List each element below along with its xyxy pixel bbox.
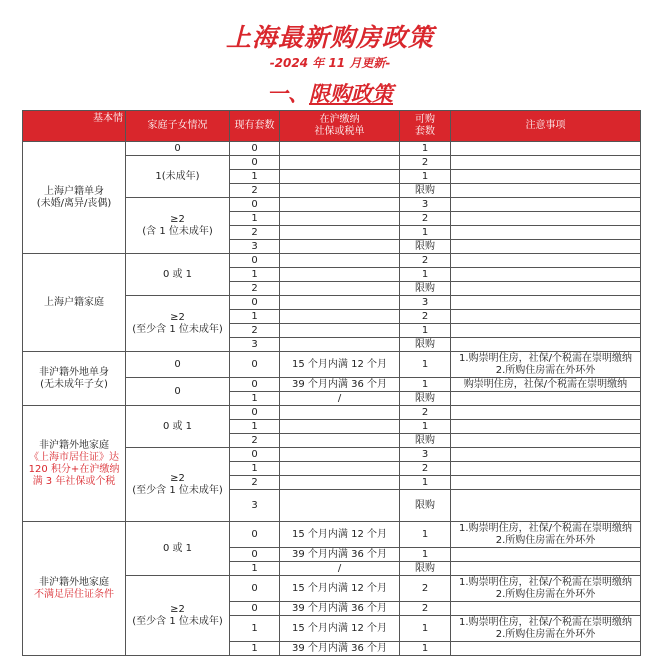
owned-cell: 1 [230,268,280,282]
canbuy-cell: 1 [400,642,451,656]
canbuy-cell: 1 [400,142,451,156]
social-cell [280,406,400,420]
canbuy-cell: 2 [400,310,451,324]
canbuy-cell: 1 [400,170,451,184]
notes-cell [451,240,641,254]
canbuy-cell: 3 [400,198,451,212]
canbuy-cell: 2 [400,156,451,170]
social-cell [280,462,400,476]
social-cell [280,338,400,352]
group-sh-single: 上海户籍单身 (未婚/离异/丧偶) [23,142,126,254]
owned-cell: 3 [230,490,280,522]
owned-cell: 2 [230,184,280,198]
notes-cell: 1.购崇明住房，社保/个税需在崇明缴纳 2.所购住房需在外环外 [451,352,641,378]
header-social: 在沪缴纳 社保或税单 [280,111,400,142]
owned-cell: 3 [230,338,280,352]
notes-cell [451,184,641,198]
canbuy-cell: 1 [400,522,451,548]
social-cell [280,310,400,324]
social-cell [280,268,400,282]
children-cell: ≥2 (至少含 1 位未成年) [126,296,230,352]
notes-cell [451,324,641,338]
notes-cell: 1.购崇明住房，社保/个税需在崇明缴纳 2.所购住房需在外环外 [451,522,641,548]
canbuy-cell: 2 [400,576,451,602]
canbuy-cell: 限购 [400,184,451,198]
owned-cell: 0 [230,198,280,212]
notes-cell [451,462,641,476]
owned-cell: 2 [230,226,280,240]
owned-cell: 1 [230,420,280,434]
owned-cell: 0 [230,142,280,156]
notes-cell: 1.购崇明住房，社保/个税需在崇明缴纳 2.所购住房需在外环外 [451,576,641,602]
social-cell [280,226,400,240]
group-nonsh-family-residence: 非沪籍外地家庭 《上海市居住证》达 120 积分+在沪缴纳 满 3 年社保或个税 [23,406,126,522]
notes-cell [451,420,641,434]
group-sh-family: 上海户籍家庭 [23,254,126,352]
canbuy-cell: 限购 [400,490,451,522]
owned-cell: 1 [230,392,280,406]
notes-cell [451,310,641,324]
notes-cell [451,226,641,240]
notes-cell [451,490,641,522]
header-notes: 注意事项 [451,111,641,142]
table-row [23,142,641,156]
social-cell: 39 个月内满 36 个月 [280,642,400,656]
canbuy-cell: 2 [400,212,451,226]
canbuy-cell: 限购 [400,434,451,448]
owned-cell: 0 [230,156,280,170]
social-cell: / [280,562,400,576]
owned-cell: 2 [230,434,280,448]
owned-cell: 1 [230,170,280,184]
social-cell: / [280,392,400,406]
table-row [23,352,641,378]
owned-cell: 1 [230,462,280,476]
children-cell: 0 或 1 [126,254,230,296]
owned-cell: 0 [230,296,280,310]
canbuy-cell: 3 [400,296,451,310]
notes-cell [451,392,641,406]
canbuy-cell: 1 [400,268,451,282]
notes-cell [451,476,641,490]
social-cell [280,324,400,338]
canbuy-cell: 1 [400,378,451,392]
notes-cell [451,448,641,462]
notes-cell [451,170,641,184]
table-row [23,254,641,268]
social-cell [280,212,400,226]
social-cell: 15 个月内满 12 个月 [280,352,400,378]
notes-cell [451,602,641,616]
social-cell [280,448,400,462]
social-cell [280,476,400,490]
social-cell [280,184,400,198]
owned-cell: 0 [230,448,280,462]
social-cell [280,420,400,434]
children-cell: 0 或 1 [126,522,230,576]
notes-cell [451,268,641,282]
owned-cell: 2 [230,476,280,490]
children-cell: 0 [126,378,230,406]
social-cell: 15 个月内满 12 个月 [280,616,400,642]
notes-cell: 购崇明住房，社保/个税需在崇明缴纳 [451,378,641,392]
owned-cell: 0 [230,602,280,616]
section-label: 限购政策 [309,82,393,106]
children-cell: 0 [126,352,230,378]
social-cell: 39 个月内满 36 个月 [280,378,400,392]
children-cell: 0 [126,142,230,156]
canbuy-cell: 1 [400,420,451,434]
canbuy-cell: 1 [400,476,451,490]
canbuy-cell: 限购 [400,338,451,352]
page-subtitle: -2024 年 11 月更新- [269,56,391,70]
group-nonsh-family-noresidence: 非沪籍外地家庭 不满足居住证条件 [23,522,126,656]
header-canbuy: 可购 套数 [400,111,451,142]
social-cell [280,282,400,296]
owned-cell: 0 [230,576,280,602]
owned-cell: 1 [230,212,280,226]
header-children: 家庭子女情况 [126,111,230,142]
canbuy-cell: 2 [400,602,451,616]
section-heading [0,78,660,108]
purchase-restriction-table [22,110,641,656]
notes-cell [451,338,641,352]
header-basic: 基本情 [23,111,126,142]
notes-cell [451,296,641,310]
notes-cell [451,434,641,448]
owned-cell: 0 [230,254,280,268]
table-row [23,406,641,420]
canbuy-cell: 限购 [400,392,451,406]
social-cell [280,296,400,310]
social-cell: 15 个月内满 12 个月 [280,522,400,548]
owned-cell: 0 [230,406,280,420]
owned-cell: 2 [230,282,280,296]
social-cell: 15 个月内满 12 个月 [280,576,400,602]
owned-cell: 0 [230,522,280,548]
owned-cell: 0 [230,548,280,562]
canbuy-cell: 1 [400,616,451,642]
canbuy-cell: 2 [400,254,451,268]
social-cell [280,156,400,170]
canbuy-cell: 2 [400,462,451,476]
social-cell [280,198,400,212]
canbuy-cell: 限购 [400,282,451,296]
section-number: 一、 [267,82,309,106]
children-cell: 0 或 1 [126,406,230,448]
owned-cell: 1 [230,562,280,576]
notes-cell [451,282,641,296]
notes-cell: 1.购崇明住房，社保/个税需在崇明缴纳 2.所购住房需在外环外 [451,616,641,642]
notes-cell [451,642,641,656]
owned-cell: 0 [230,352,280,378]
page-title: 上海最新购房政策 [225,23,434,52]
social-cell [280,434,400,448]
canbuy-cell: 限购 [400,240,451,254]
social-cell [280,142,400,156]
social-cell: 39 个月内满 36 个月 [280,602,400,616]
header-owned: 现有套数 [230,111,280,142]
social-cell [280,490,400,522]
canbuy-cell: 2 [400,406,451,420]
children-cell: ≥2 (至少含 1 位未成年) [126,576,230,656]
canbuy-cell: 1 [400,324,451,338]
notes-cell [451,156,641,170]
table-row [23,522,641,548]
owned-cell: 1 [230,642,280,656]
canbuy-cell: 限购 [400,562,451,576]
notes-cell [451,562,641,576]
canbuy-cell: 1 [400,226,451,240]
social-cell [280,240,400,254]
owned-cell: 1 [230,310,280,324]
owned-cell: 1 [230,616,280,642]
notes-cell [451,548,641,562]
children-cell: 1(未成年) [126,156,230,198]
canbuy-cell: 1 [400,352,451,378]
notes-cell [451,212,641,226]
notes-cell [451,198,641,212]
group-nonsh-single: 非沪籍外地单身 (无未成年子女) [23,352,126,406]
social-cell: 39 个月内满 36 个月 [280,548,400,562]
table-header-row [23,111,641,142]
children-cell: ≥2 (至少含 1 位未成年) [126,448,230,522]
children-cell: ≥2 (含 1 位未成年) [126,198,230,254]
social-cell [280,170,400,184]
owned-cell: 0 [230,378,280,392]
owned-cell: 2 [230,324,280,338]
notes-cell [451,254,641,268]
owned-cell: 3 [230,240,280,254]
social-cell [280,254,400,268]
canbuy-cell: 1 [400,548,451,562]
canbuy-cell: 3 [400,448,451,462]
notes-cell [451,406,641,420]
notes-cell [451,142,641,156]
